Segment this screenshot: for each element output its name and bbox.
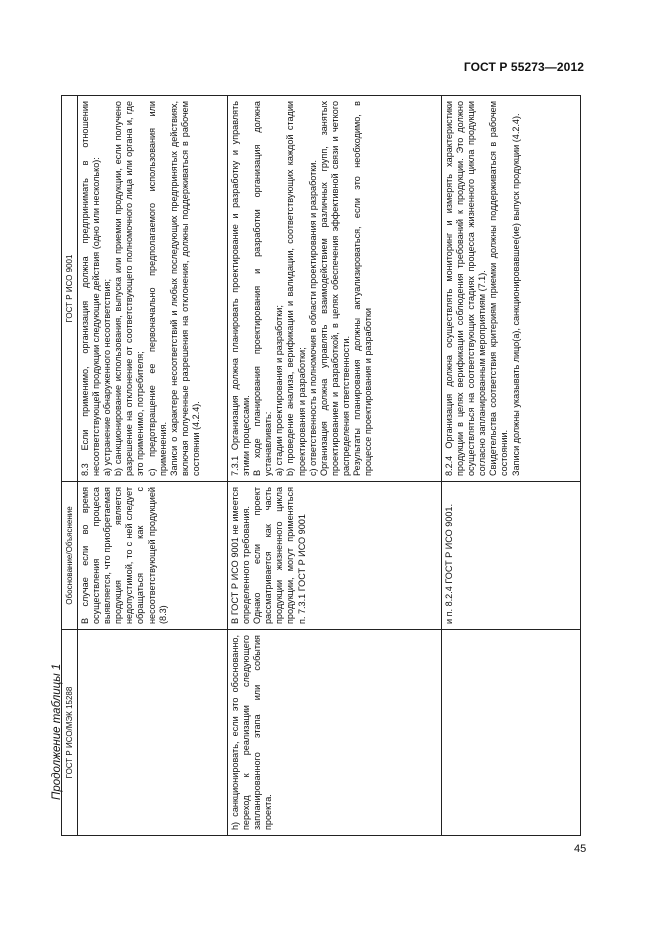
rotated-table-wrapper bbox=[61, 96, 581, 836]
paragraph: Результаты планирования должны актуализироваться, если это необходимо, в процессе проектирования и разработки bbox=[352, 101, 374, 476]
cell-iso15288 bbox=[442, 630, 581, 836]
paragraph: Организация должна управлять взаимодействием различных групп, занятых проектированием и разработкой, в целях обеспечения эффективной связи и четкого распределения ответственности. bbox=[318, 101, 351, 476]
paragraph: 7.3.1 Организация должна планировать проектирование и разработку и управлять этими процессами. bbox=[230, 101, 252, 476]
paragraph: В ходе планирования проектирования и разработки организация должна устанавливать: bbox=[252, 101, 274, 476]
comparison-table bbox=[61, 95, 581, 836]
table-header-row bbox=[62, 96, 78, 836]
paragraph: a) устранение обнаруженного несоответствия; bbox=[102, 279, 113, 476]
paragraph: В ГОСТ Р ИСО 9001 не имеется определенного требования. bbox=[230, 487, 252, 624]
cell-iso15288 bbox=[78, 630, 228, 836]
column-header-iso15288: ГОСТ Р ИСО/МЭК 15288 bbox=[62, 630, 78, 836]
paragraph: b) санкционирование использования, выпуска или приемки продукции, если получено разрешение на отклонение от соответствующего полномочного лица или органа и, где это применимо, потребителя; bbox=[113, 101, 146, 476]
cell-iso15288 bbox=[228, 630, 442, 836]
paragraph: Однако если проект рассматривается как часть продукции жизненного цикла продукции, могут применяться п. 7.3.1 ГОСТ Р ИСО 9001 bbox=[252, 487, 307, 624]
page-number: 45 bbox=[574, 843, 587, 855]
paragraph: Записи о характере несоответствий и любых последующих предпринятых действиях, включая полученные разрешения на отклонения, должны поддерживаться в рабочем состоянии (4.2.4). bbox=[168, 101, 201, 476]
table-row bbox=[442, 96, 581, 836]
paragraph: c) ответственность и полномочия в области проектирования и разработки. bbox=[307, 160, 318, 476]
column-header-iso9001: ГОСТ Р ИСО 9001 bbox=[62, 96, 78, 482]
paragraph: В случае если во время осуществления процесса выявляется, что приобретаемая продукция является недопустимой, то с ней следует обращаться как с несоответствующей продукцией (8.3) bbox=[80, 487, 168, 624]
cell-justification bbox=[228, 482, 442, 630]
paragraph: 8.2.4 Организация должна осуществлять мониторинг и измерять характеристики продукции в целях верификации соблюдения требований к продукции. Это должно осуществляться на соответствующих стадиях процесса жизненного цикла продукции согласно запланированным мероприятиям (7.1). bbox=[444, 101, 488, 476]
paragraph: Записи должны указывать лицо(а), санкционировавшее(ие) выпуск продукции (4.2.4). bbox=[510, 113, 521, 476]
paragraph: h) санкционировать, если это обоснованно, переход к реализации следующего запланированного этапа или события проекта. bbox=[230, 635, 274, 830]
paragraph: Свидетельства соответствия критериям приемки должны поддерживаться в рабочем состоянии. bbox=[488, 101, 510, 476]
table-row bbox=[78, 96, 228, 836]
paragraph: b) проведение анализа, верификации и валидации, соответствующих каждой стадии проектирования и разработки; bbox=[285, 101, 307, 476]
table-caption: Продолжение таблицы 1 bbox=[51, 663, 63, 800]
paragraph: 8.3 Если применимо, организация должна предпринимать в отношении несоответствующей продукции следующие действия (одно или несколько): bbox=[80, 101, 102, 476]
table-row bbox=[228, 96, 442, 836]
cell-iso9001 bbox=[78, 96, 228, 482]
cell-iso9001 bbox=[228, 96, 442, 482]
cell-iso9001 bbox=[442, 96, 581, 482]
column-header-justification: Обоснование/Объяснение bbox=[62, 482, 78, 630]
document-code: ГОСТ Р 55273—2012 bbox=[463, 60, 584, 74]
paragraph: a) стадии проектирования и разработки; bbox=[274, 305, 285, 476]
cell-justification bbox=[442, 482, 581, 630]
paragraph: и п. 8.2.4 ГОСТ Р ИСО 9001. bbox=[444, 503, 454, 624]
paragraph: c) предотвращение ее первоначально предполагаемого использования или применения. bbox=[146, 101, 168, 476]
cell-justification bbox=[78, 482, 228, 630]
